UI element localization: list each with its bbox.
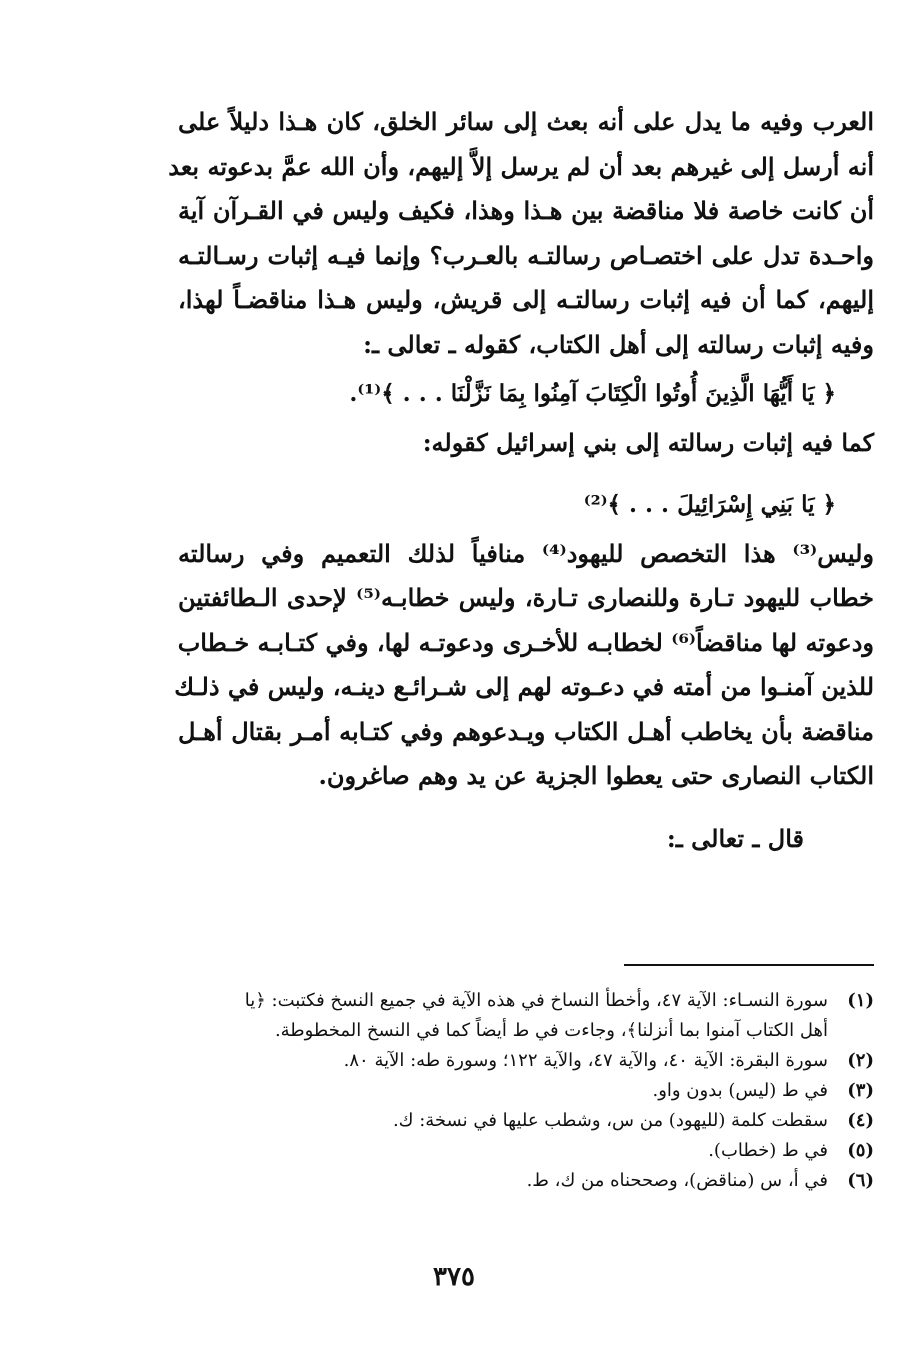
footnote-number: (٤) [847, 1110, 874, 1131]
text-line: خطاب لليهود تـارة وللنصارى تـارة، وليس خطابـه⁽⁵⁾ لإحدى الـطائفتين [178, 583, 874, 612]
text-line: للذين آمنـوا من أمته في دعـوته لهم إلى شـرائـع دينـه، وليس في ذلـك [174, 672, 874, 701]
footnote [178, 1166, 874, 1196]
footnote-text: سورة النسـاء: الآية ٤٧، وأخطأ النساخ في هذه الآية في جميع النسخ فكتبت: ﴿يا [244, 990, 828, 1011]
text-line: إليهم، كما أن فيه إثبات رسالتـه إلى قريش، وليس هـذا مناقضـاً لهذا، [178, 285, 874, 314]
footnote-number: (٥) [847, 1140, 874, 1161]
main-text [168, 100, 874, 861]
text-line: ودعوته لها مناقضاً⁽⁶⁾ لخطابـه للأخـرى ودعوتـه لها، وفي كتـابـه خـطاب [177, 627, 874, 657]
text-line: العرب وفيه ما يدل على أنه بعث إلى سائر الخلق، كان هـذا دليلاً على [178, 107, 874, 136]
text-line: وفيه إثبات رسالته إلى أهل الكتاب، كقوله ـ تعالى ـ: [363, 329, 874, 359]
footnote [178, 1016, 874, 1046]
text-line: أن كانت خاصة فلا مناقضة بين هـذا وهذا، فكيف وليس في القـرآن آية [178, 196, 874, 225]
closing-line: قال ـ تعالى ـ: [666, 823, 804, 853]
text-line: واحـدة تدل على اختصـاص رسالتـه بالعـرب؟ وإنما فيـه إثبات رسـالتـه [178, 240, 874, 270]
text-line: مناقضة بأن يخاطب أهـل الكتاب ويـدعوهم وفي كتـابه أمـر بقتال أهـل [178, 716, 874, 746]
footnote-number: (٣) [847, 1080, 874, 1101]
quran-verse-2: ﴿ يَا بَنِي إِسْرَائِيلَ . . . ﴾⁽²⁾ [583, 490, 836, 518]
text-line: أنه أرسل إلى غيرهم بعد أن لم يرسل إلاَّ إليهم، وأن الله عمَّ بدعوته بعد [168, 151, 874, 181]
footnote-text: في ط (ليس) بدون واو. [652, 1080, 828, 1101]
footnote-number: (١) [847, 990, 874, 1011]
footnote-text: أهل الكتاب آمنوا بما أنزلنا﴾، وجاءت في ط أيضاً كما في النسخ المخطوطة. [274, 1020, 828, 1041]
footnote-text: سقطت كلمة (لليهود) من س، وشطب عليها في نسخة: ك. [392, 1110, 828, 1131]
footnote-number: (٦) [847, 1170, 874, 1191]
footnote [178, 1046, 874, 1076]
text-line: كما فيه إثبات رسالته إلى بني إسرائيل كقوله: [422, 428, 874, 457]
footnote-number: (٢) [847, 1050, 874, 1071]
footnote-text: في أ، س (مناقض)، وصححناه من ك، ط. [526, 1170, 828, 1191]
footnote [178, 1136, 874, 1166]
footnote-text: سورة البقرة: الآية ٤٠، والآية ٤٧، والآية ١٢٢؛ وسورة طه: الآية ٨٠. [343, 1050, 828, 1071]
footnote-number [828, 1016, 874, 1046]
quran-verse-1: ﴿ يَا أَيُّهَا الَّذِينَ أُوتُوا الْكِتَابَ آمِنُوا بِمَا نَزَّلْنَا . . . ﴾⁽¹⁾. [349, 380, 836, 407]
footnote [178, 1106, 874, 1136]
footnote-text: في ط (خطاب). [708, 1140, 828, 1161]
text-line: وليس⁽³⁾ هذا التخصص لليهود⁽⁴⁾ منافياً لذلك التعميم وفي رسالته [178, 538, 874, 568]
footnotes [178, 986, 874, 1196]
page-number: ٣٧٥ [433, 1262, 475, 1292]
text-line: الكتاب النصارى حتى يعطوا الجزية عن يد وهم صاغرون. [318, 761, 874, 790]
footnote [178, 986, 874, 1016]
footnote [178, 1076, 874, 1106]
footnote-divider [624, 964, 874, 966]
spacer [178, 466, 874, 478]
